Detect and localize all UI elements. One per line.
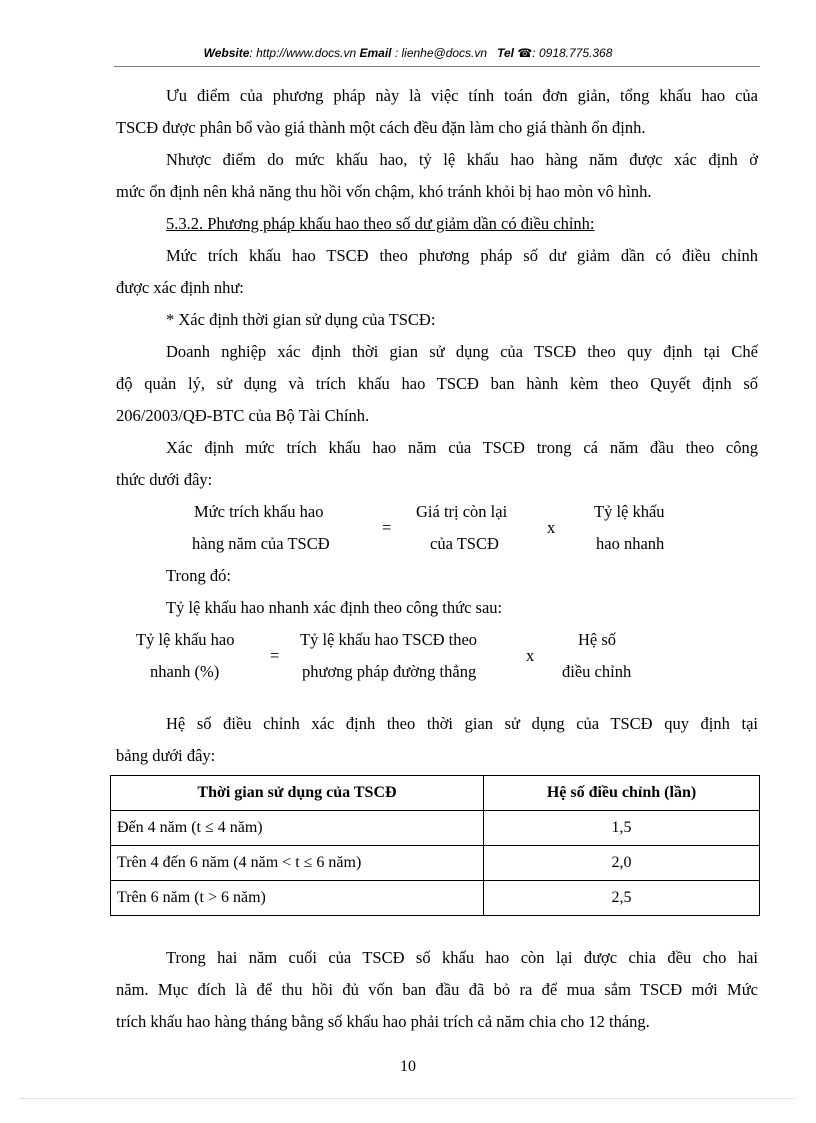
paragraph-line: Trong hai năm cuối của TSCĐ số khấu hao còn lại được chia đều cho hai — [166, 948, 758, 967]
formula2-left-line1: Tỷ lệ khấu hao — [136, 630, 235, 649]
formula1-mid-line1: Giá trị còn lại — [416, 502, 508, 521]
table-header-row — [111, 776, 760, 811]
paragraph-line: Xác định mức trích khấu hao năm của TSCĐ trong cá năm đầu theo công — [166, 438, 758, 457]
table-row — [111, 881, 760, 916]
paragraph-line: độ quản lý, sử dụng và trích khấu hao TSCĐ ban hành kèm theo Quyết định số — [116, 374, 758, 393]
footer-divider — [20, 1098, 796, 1099]
website-value: : http://www.docs.vn — [249, 46, 357, 60]
formula2-mid-line1: Tỷ lệ khấu hao TSCĐ theo — [300, 630, 478, 649]
section-heading: 5.3.2. Phương pháp khấu hao theo số dư giảm dần có điều chỉnh: — [166, 214, 595, 233]
phone-icon: ☎ — [517, 46, 533, 60]
table-cell-coefficient: 1,5 — [484, 811, 760, 846]
bullet-line: * Xác định thời gian sử dụng của TSCĐ: — [166, 310, 436, 329]
paragraph-line: được xác định như: — [116, 278, 244, 297]
tel-label: Tel — [497, 46, 514, 60]
formula2-equals: = — [270, 646, 280, 665]
adjustment-coefficient-table — [110, 775, 760, 916]
formula1-left-line1: Mức trích khấu hao — [194, 502, 324, 521]
formula-fast-rate — [116, 624, 758, 688]
paragraph-line: TSCĐ được phân bổ vào giá thành một cách đều đặn làm cho giá thành ổn định. — [116, 118, 646, 137]
formula-annual-depreciation — [116, 496, 758, 560]
table-cell-period: Trên 4 đến 6 năm (4 năm < t ≤ 6 năm) — [111, 846, 484, 881]
paragraph-line: năm. Mục đích là để thu hồi đủ vốn ban đầu đã bỏ ra để mua sắm TSCĐ mới Mức — [116, 980, 758, 999]
table-header-cell: Hệ số điều chỉnh (lần) — [484, 776, 760, 811]
tel-value: : 0918.775.368 — [532, 46, 613, 60]
paragraph-line: Nhược điểm do mức khấu hao, tỷ lệ khấu hao hàng năm được xác định ở — [166, 150, 758, 169]
paragraph-line: 206/2003/QĐ-BTC của Bộ Tài Chính. — [116, 406, 370, 425]
table-header-cell: Thời gian sử dụng của TSCĐ — [111, 776, 484, 811]
formula1-right-line2: hao nhanh — [596, 534, 665, 553]
paragraph-line: bảng dưới đây: — [116, 746, 216, 765]
formula1-right-line1: Tỷ lệ khấu — [594, 502, 665, 521]
formula2-left-line2: nhanh (%) — [150, 662, 220, 681]
email-value: : lienhe@docs.vn — [391, 46, 488, 60]
paragraph-line: Trong đó: — [166, 566, 231, 585]
email-label: Email — [359, 46, 392, 60]
formula2-times: x — [526, 646, 535, 665]
formula1-equals: = — [382, 518, 392, 537]
header-divider — [114, 66, 760, 67]
paragraph-line: Ưu điểm của phương pháp này là việc tính toán đơn giản, tổng khấu hao của — [166, 86, 758, 105]
paragraph-line: Hệ số điều chỉnh xác định theo thời gian sử dụng của TSCĐ quy định tại — [166, 714, 758, 733]
table-cell-coefficient: 2,0 — [484, 846, 760, 881]
formula1-left-line2: hàng năm của TSCĐ — [192, 534, 330, 553]
formula2-right-line2: điều chỉnh — [562, 662, 632, 681]
paragraph-line: Mức trích khấu hao TSCĐ theo phương pháp số dư giảm dần có điều chỉnh — [166, 246, 758, 265]
paragraph-line: Tỷ lệ khấu hao nhanh xác định theo công thức sau: — [166, 598, 503, 617]
document-body — [116, 80, 758, 1038]
page-header — [0, 46, 816, 60]
formula2-mid-line2: phương pháp đường thẳng — [302, 662, 477, 681]
formula2-right-line1: Hệ số — [578, 630, 617, 649]
table-cell-period: Đến 4 năm (t ≤ 4 năm) — [111, 811, 484, 846]
formula1-mid-line2: của TSCĐ — [430, 534, 499, 553]
formula1-times: x — [547, 518, 556, 537]
table-cell-coefficient: 2,5 — [484, 881, 760, 916]
table-row — [111, 846, 760, 881]
table-row — [111, 811, 760, 846]
page-number: 10 — [400, 1058, 416, 1075]
paragraph-line: trích khấu hao hàng tháng bằng số khấu hao phải trích cả năm chia cho 12 tháng. — [116, 1012, 650, 1031]
website-label: Website — [203, 46, 250, 60]
paragraph-line: mức ổn định nên khả năng thu hồi vốn chậm, khó tránh khỏi bị hao mòn vô hình. — [116, 182, 652, 201]
paragraph-line: thức dưới đây: — [116, 470, 213, 489]
table-cell-period: Trên 6 năm (t > 6 năm) — [111, 881, 484, 916]
paragraph-line: Doanh nghiệp xác định thời gian sử dụng của TSCĐ theo quy định tại Chế — [166, 342, 758, 361]
